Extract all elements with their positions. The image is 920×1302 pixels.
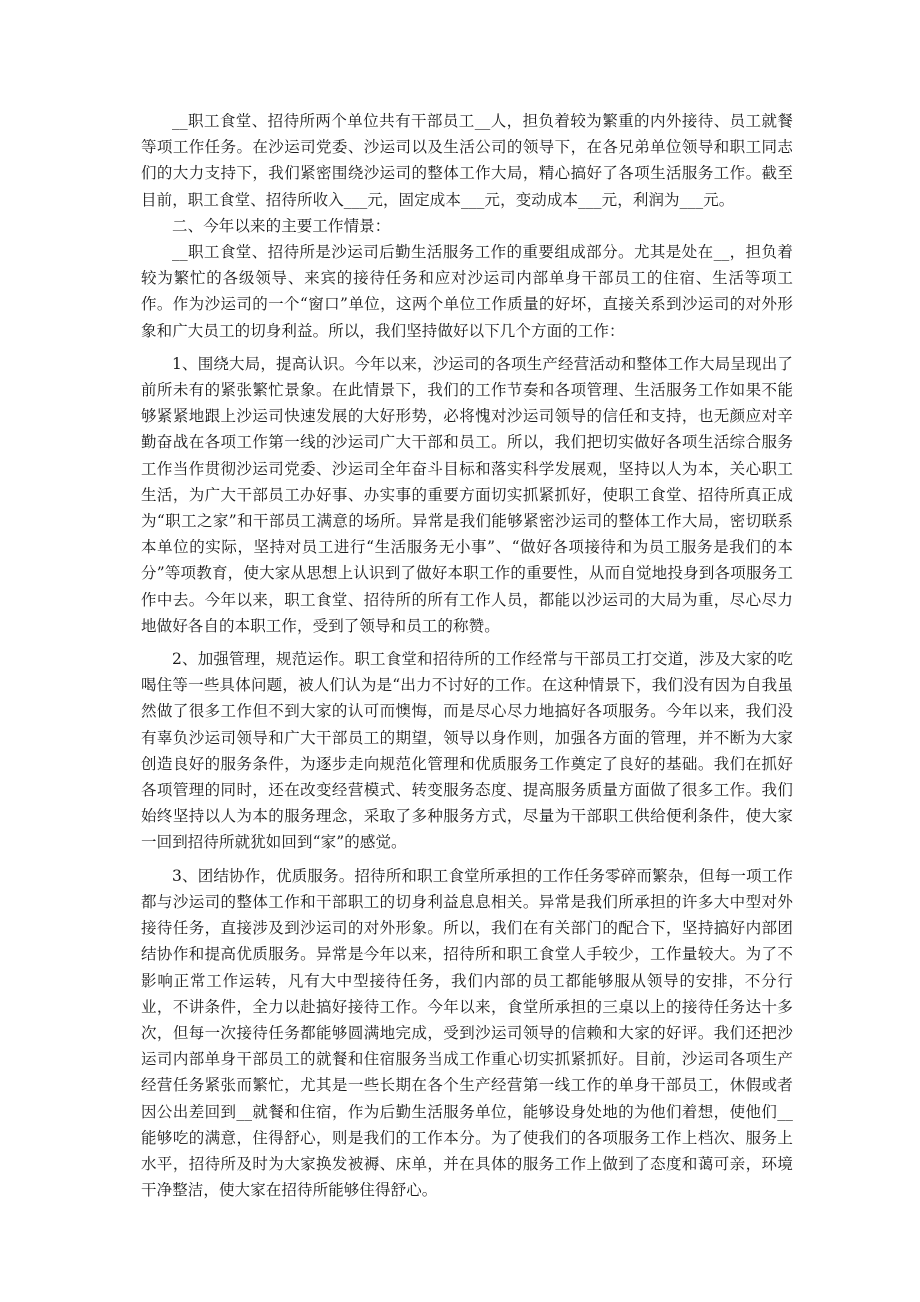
document-body: [141, 108, 793, 1203]
paragraph-overview: __职工食堂、招待所是沙运司后勤生活服务工作的重要组成部分。尤其是处在__，担负着较为繁忙的各级领导、来宾的接待任务和应对沙运司内部单身干部员工的住宿、生活等项工作。作为沙运司的一个“窗口”单位，这两个单位工作质量的好坏，直接关系到沙运司的对外形象和广大员工的切身利益。所以，我们坚持做好以下几个方面的工作：: [141, 243, 793, 340]
paragraph-item-2: 2、加强管理，规范运作。职工食堂和招待所的工作经常与干部员工打交道，涉及大家的吃喝住等一些具体问题，被人们认为是“出力不讨好的工作。在这种情景下，我们没有因为自我虽然做了很多工作但不到大家的认可而懊悔，而是尽心尽力地搞好各项服务。今年以来，我们没有辜负沙运司领导和广大干部员工的期望，领导以身作则，加强各方面的管理，并不断为大家创造良好的服务条件，为逐步走向规范化管理和优质服务工作奠定了良好的基础。我们在抓好各项管理的同时，还在改变经营模式、转变服务态度、提高服务质量方面做了很多工作。我们始终坚持以人为本的服务理念，采取了多种服务方式，尽量为干部职工供给便利条件，使大家一回到招待所就犹如回到“家”的感觉。: [141, 650, 793, 852]
section-heading-work-status: 二、今年以来的主要工作情景：: [172, 216, 391, 235]
paragraph-item-1: 1、围绕大局，提高认识。今年以来，沙运司的各项生产经营活动和整体工作大局呈现出了前所未有的紧张繁忙景象。在此情景下，我们的工作节奏和各项管理、生活服务工作如果不能够紧紧地跟上沙运司快速发展的大好形势，必将愧对沙运司领导的信任和支持，也无颜应对辛勤奋战在各项工作第一线的沙运司广大干部和员工。所以，我们把切实做好各项生活综合服务工作当作贯彻沙运司党委、沙运司全年奋斗目标和落实科学发展观，坚持以人为本，关心职工生活，为广大干部员工办好事、办实事的重要方面切实抓紧抓好，使职工食堂、招待所真正成为“职工之家”和干部员工满意的场所。异常是我们能够紧密沙运司的整体工作大局，密切联系本单位的实际，坚持对员工进行“生活服务无小事”、“做好各项接待和为员工服务是我们的本分”等项教育，使大家从思想上认识到了做好本职工作的重要性，从而自觉地投身到各项服务工作中去。今年以来，职工食堂、招待所的所有工作人员，都能以沙运司的大局为重，尽心尽力地做好各自的本职工作，受到了领导和员工的称赞。: [141, 354, 793, 635]
paragraph-intro: __职工食堂、招待所两个单位共有干部员工__人，担负着较为繁重的内外接待、员工就餐等项工作任务。在沙运司党委、沙运司以及生活公司的领导下，在各兄弟单位领导和职工同志们的大力支持下，我们紧密围绕沙运司的整体工作大局，精心搞好了各项生活服务工作。截至目前，职工食堂、招待所收入___元，固定成本___元，变动成本___元，利润为___元。: [141, 112, 793, 209]
paragraph-item-3: 3、团结协作，优质服务。招待所和职工食堂所承担的工作任务零碎而繁杂，但每一项工作都与沙运司的整体工作和干部职工的切身利益息息相关。异常是我们所承担的许多大中型对外接待任务，直接涉及到沙运司的对外形象。所以，我们在有关部门的配合下，坚持搞好内部团结协作和提高优质服务。异常是今年以来，招待所和职工食堂人手较少，工作量较大。为了不影响正常工作运转，凡有大中型接待任务，我们内部的员工都能够服从领导的安排，不分行业，不讲条件，全力以赴搞好接待工作。今年以来，食堂所承担的三桌以上的接待任务达十多次，但每一次接待任务都能够圆满地完成，受到沙运司领导的信赖和大家的好评。我们还把沙运司内部单身干部员工的就餐和住宿服务当成工作重心切实抓紧抓好。目前，沙运司各项生产经营任务紧张而繁忙，尤其是一些长期在各个生产经营第一线工作的单身干部员工，休假或者因公出差回到__就餐和住宿，作为后勤生活服务单位，能够设身处地的为他们着想，使他们__能够吃的满意，住得舒心，则是我们的工作本分。为了使我们的各项服务工作上档次、服务上水平，招待所及时为大家换发被褥、床单，并在具体的服务工作上做到了态度和蔼可亲，环境干净整洁，使大家在招待所能够住得舒心。: [141, 866, 793, 1200]
